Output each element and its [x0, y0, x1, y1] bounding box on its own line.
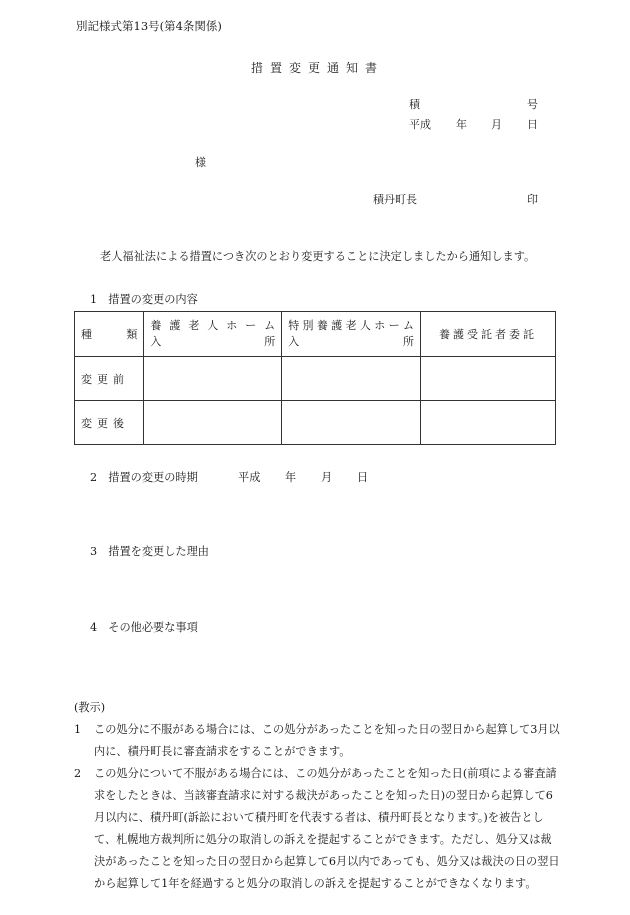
cell-before-foster-care	[420, 357, 555, 401]
document-number-prefix: 積	[409, 98, 420, 111]
cell-before-nursing-home	[144, 357, 282, 401]
header-char: ホ	[374, 319, 386, 332]
section-4-heading: 4 その他必要な事項	[90, 621, 198, 634]
cell-after-nursing-home	[144, 401, 282, 445]
header-char: 養	[316, 319, 328, 332]
date-year: 年	[456, 118, 467, 131]
table-corner-cell	[75, 312, 144, 357]
notice-item-number: 1	[74, 723, 82, 736]
issuer-name: 積丹町長	[373, 193, 417, 206]
header-char: 特	[288, 319, 300, 332]
row-label-before: 変更前	[75, 357, 144, 401]
date-era: 平成	[409, 118, 431, 131]
date-month: 月	[491, 118, 502, 131]
corner-label-b: 類	[126, 328, 138, 341]
header-char: 養	[150, 319, 162, 332]
corner-label-a: 種	[81, 328, 92, 341]
column-header-special-nursing-home	[282, 312, 421, 357]
section-3-heading: 3 措置を変更した理由	[90, 545, 209, 558]
section-2-year: 年	[285, 471, 297, 484]
header-char: 所	[264, 335, 276, 348]
notice-item-number: 2	[74, 767, 82, 780]
row-label-after: 変更後	[75, 401, 144, 445]
notice-label: (教示)	[74, 701, 106, 714]
notice-item-text: この処分について不服がある場合には、この処分があったことを知った日(前項による審査請求をしたときは、当該審査請求に対する裁決があったことを知った日)の翌日から起算して6月以内に、積丹町(訴訟において積丹町を代表する者は、積丹町長となります。)を被告として、札幌地方裁判所に処分の取消しの訴えを提起することができます。ただし、処分又は裁決があったことを知った日の翌日から起算して6月以内であっても、処分又は裁決の日の翌日から起算して1年を経過すると処分の取消しの訴えを提起することができなくなります。	[94, 767, 560, 890]
document-number-suffix: 号	[527, 98, 538, 111]
section-2-month: 月	[321, 471, 333, 484]
header-char: 人	[359, 319, 371, 332]
section-2-day: 日	[357, 471, 369, 484]
header-char: 所	[402, 335, 414, 348]
header-char: ホ	[226, 319, 238, 332]
notice-section	[74, 697, 560, 895]
measures-change-table	[74, 311, 556, 445]
form-identifier: 別記様式第13号(第4条関係)	[76, 19, 222, 33]
cell-after-special-nursing-home	[282, 401, 421, 445]
recipient-suffix: 様	[195, 156, 206, 169]
column-header-special-nursing-home-line1	[288, 318, 414, 334]
header-char: 老	[188, 319, 200, 332]
header-char: ー	[388, 319, 400, 332]
notice-item	[74, 719, 560, 763]
seal-mark: 印	[527, 193, 538, 206]
date-day: 日	[527, 118, 538, 131]
section-1-heading: 1 措置の変更の内容	[90, 293, 198, 306]
notice-item-text: この処分に不服がある場合には、この処分があったことを知った日の翌日から起算して3月以内に、積丹町長に審査請求をすることができます。	[94, 723, 560, 758]
notice-item	[74, 763, 560, 895]
header-char: 入	[288, 335, 300, 348]
column-header-nursing-home-line1	[150, 318, 275, 334]
intro-paragraph: 老人福祉法による措置につき次のとおり変更することに決定しましたから通知します。	[100, 250, 536, 263]
header-char: 人	[207, 319, 219, 332]
header-char: ム	[264, 319, 276, 332]
column-header-nursing-home	[144, 312, 282, 357]
column-header-special-nursing-home-line2	[288, 334, 414, 350]
header-char: ム	[402, 319, 414, 332]
header-char: ー	[245, 319, 257, 332]
cell-before-special-nursing-home	[282, 357, 421, 401]
column-header-foster-care: 養護受託者委託	[420, 312, 555, 357]
header-char: 入	[150, 335, 162, 348]
section-2-heading: 2 措置の変更の時期	[90, 471, 198, 484]
header-char: 別	[302, 319, 314, 332]
cell-after-foster-care	[420, 401, 555, 445]
document-title: 措置変更通知書	[251, 61, 385, 75]
header-char: 護	[169, 319, 181, 332]
column-header-nursing-home-line2	[150, 334, 275, 350]
section-2-era: 平成	[238, 471, 261, 484]
header-char: 老	[345, 319, 357, 332]
header-char: 護	[331, 319, 343, 332]
